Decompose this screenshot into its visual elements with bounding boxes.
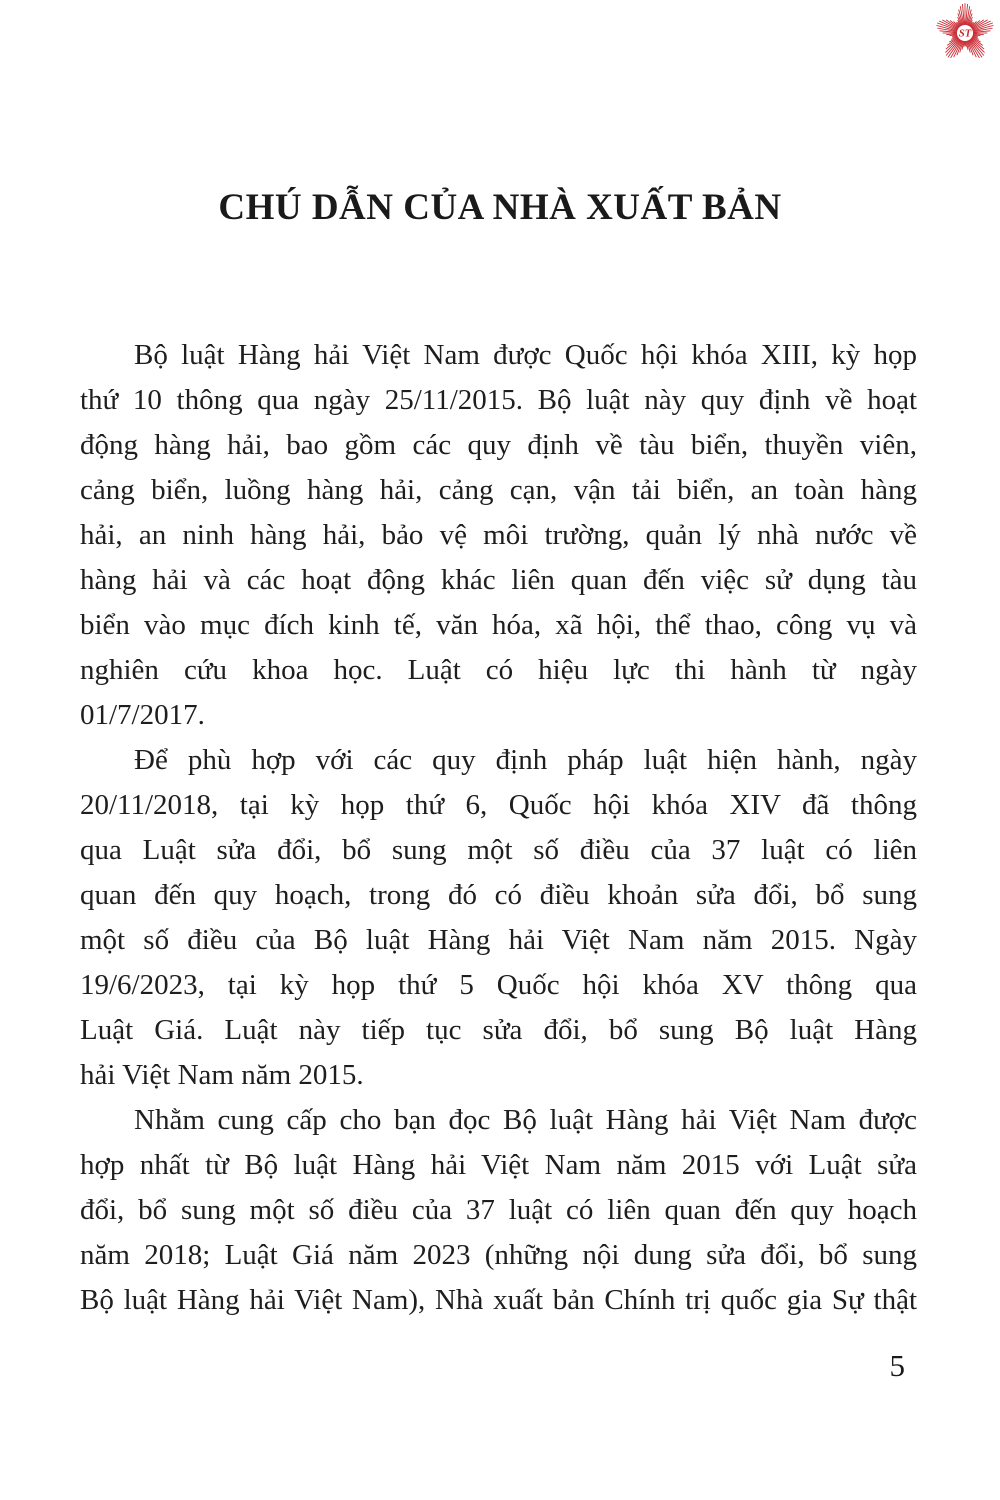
text-line: hải, an ninh hàng hải, bảo vệ môi trường, quản lý nhà nước về	[80, 519, 917, 551]
starburst-icon	[934, 2, 996, 64]
text-line: 19/6/2023, tại kỳ họp thứ 5 Quốc hội khóa XV thông qua	[80, 969, 917, 1001]
text-line: Luật Giá. Luật này tiếp tục sửa đổi, bổ sung Bộ luật Hàng	[80, 1014, 917, 1046]
page-number: 5	[889, 1348, 905, 1383]
text-line: thứ 10 thông qua ngày 25/11/2015. Bộ luật này quy định về hoạt	[80, 384, 917, 416]
text-line: hải Việt Nam năm 2015.	[80, 1059, 364, 1091]
body-text	[80, 333, 917, 1323]
text-line: Bộ luật Hàng hải Việt Nam), Nhà xuất bản Chính trị quốc gia Sự thật	[80, 1284, 917, 1316]
text-line: biển vào mục đích kinh tế, văn hóa, xã hội, thể thao, công vụ và	[80, 609, 917, 641]
text-line: Bộ luật Hàng hải Việt Nam được Quốc hội khóa XIII, kỳ họp	[134, 339, 917, 371]
text-line: năm 2018; Luật Giá năm 2023 (những nội dung sửa đổi, bổ sung	[80, 1239, 917, 1271]
text-line: cảng biển, luồng hàng hải, cảng cạn, vận tải biển, an toàn hàng	[80, 474, 917, 506]
text-line: 01/7/2017.	[80, 699, 205, 731]
text-line: hàng hải và các hoạt động khác liên quan đến việc sử dụng tàu	[80, 564, 917, 596]
text-line: qua Luật sửa đổi, bổ sung một số điều của 37 luật có liên	[80, 834, 917, 866]
text-line: Để phù hợp với các quy định pháp luật hiện hành, ngày	[134, 744, 917, 776]
page-title: CHÚ DẪN CỦA NHÀ XUẤT BẢN	[218, 187, 782, 228]
text-line: 20/11/2018, tại kỳ họp thứ 6, Quốc hội khóa XIV đã thông	[80, 789, 917, 821]
text-line: hợp nhất từ Bộ luật Hàng hải Việt Nam năm 2015 với Luật sửa	[80, 1149, 917, 1181]
text-line: quan đến quy hoạch, trong đó có điều khoản sửa đổi, bổ sung	[80, 879, 917, 911]
text-line: nghiên cứu khoa học. Luật có hiệu lực thi hành từ ngày	[80, 654, 917, 686]
text-line: một số điều của Bộ luật Hàng hải Việt Nam năm 2015. Ngày	[80, 924, 917, 956]
publisher-starburst-logo	[934, 2, 996, 64]
svg-text:ST: ST	[958, 28, 972, 40]
text-line: động hàng hải, bao gồm các quy định về tàu biển, thuyền viên,	[80, 429, 917, 461]
text-line: Nhằm cung cấp cho bạn đọc Bộ luật Hàng hải Việt Nam được	[134, 1104, 917, 1136]
text-line: đổi, bổ sung một số điều của 37 luật có liên quan đến quy hoạch	[80, 1194, 917, 1226]
